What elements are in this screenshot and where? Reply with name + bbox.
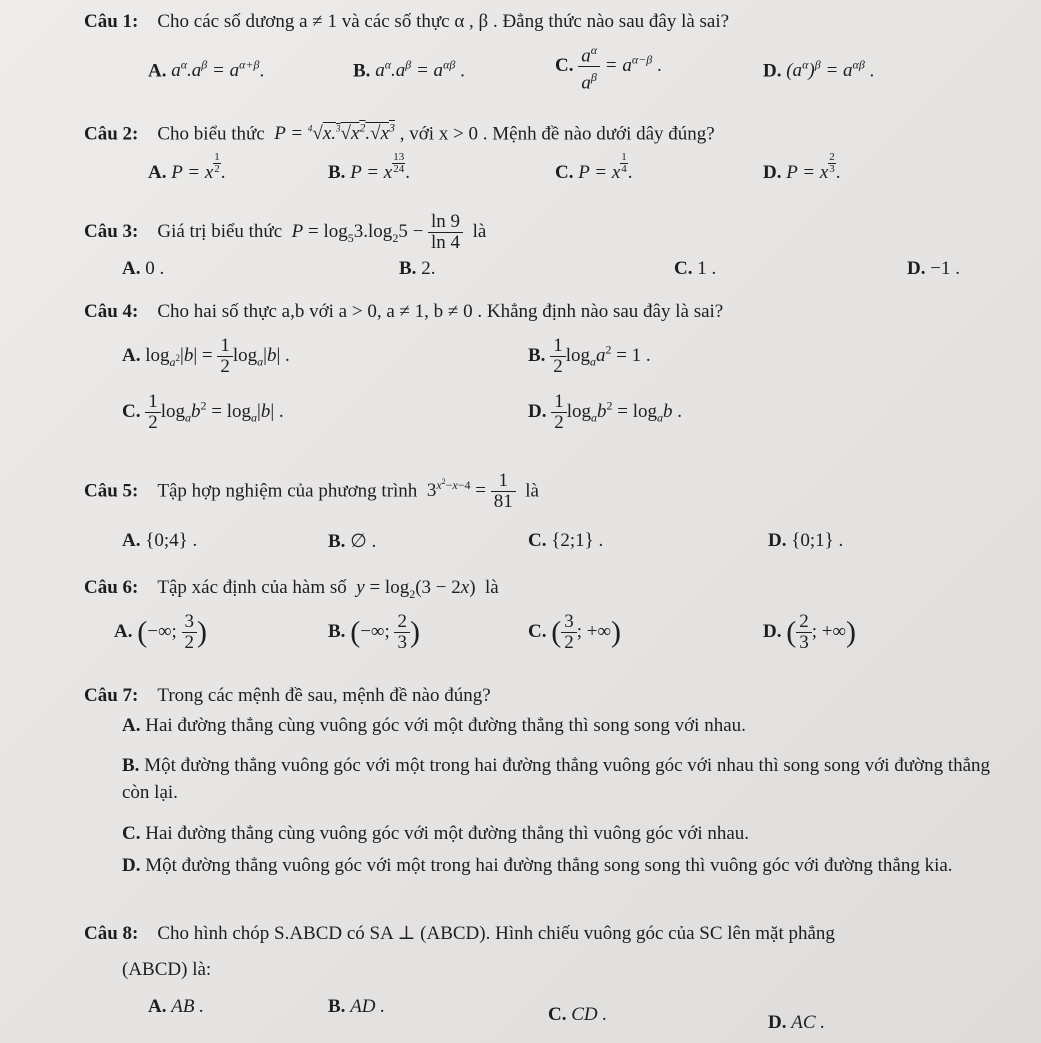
q8-option-c[interactable]: C. CD . — [548, 1004, 608, 1025]
q5-equation: $3^{x^2-x-4}$ = $\frac{1}{81}$ — [422, 480, 516, 501]
q6-option-a[interactable]: A. (−∞; $\frac{3}{2}$ ) — [114, 611, 208, 653]
question-1-label: Câu 1: — [84, 11, 139, 32]
q1-option-a[interactable]: A. $a^\alpha.a^\beta = a^{\alpha+\beta}$. — [148, 58, 265, 82]
q4-option-a[interactable]: A. $\log_{a^2}|b|$ = $\frac{1}{2}$ $\log_a|b|$ . — [122, 335, 290, 377]
question-7-stem: Câu 7: Trong các mệnh đề sau, mệnh đề nào đúng? — [84, 685, 491, 706]
q3-option-a[interactable]: A. 0 . — [122, 258, 165, 279]
q2-expression: $P = ^4√x.^3√x^2.√x^3$ — [269, 121, 395, 145]
q2-option-b[interactable]: B. P = x $\frac{13}{24}$ . — [328, 151, 410, 183]
question-5-stem: Câu 5: Tập hợp nghiệm của phương trình $3^{x^2-x-4}$ = $\frac{1}{81}$ là — [84, 470, 539, 513]
q8-option-d[interactable]: D. AC . — [768, 1012, 826, 1033]
q7-option-b[interactable]: B. Một đường thẳng vuông góc với một trong hai đường thẳng vuông góc với nhau thì song song với đường thẳng còn lại. — [122, 755, 991, 803]
q8-option-a[interactable]: A. AB . — [148, 996, 204, 1017]
q6-option-d[interactable]: D. ( $\frac{2}{3}$ ; +∞) — [763, 611, 857, 653]
q6-function: $y = \log_2(3 - 2x)$ — [356, 577, 476, 601]
q6-option-b[interactable]: B. (−∞; $\frac{2}{3}$ ) — [328, 611, 420, 653]
q2-option-c[interactable]: C. P = x $\frac{1}{4}$ . — [555, 151, 633, 183]
q1-option-d[interactable]: D. $(a^\alpha)^\beta = a^{\alpha\beta}$ . — [763, 58, 875, 82]
q7-option-a[interactable]: A. Hai đường thẳng cùng vuông góc với một đường thẳng thì song song với nhau. — [122, 715, 746, 736]
q5-option-b[interactable]: B. ∅ . — [328, 531, 377, 552]
q5-option-c[interactable]: C. {2;1} . — [528, 530, 604, 551]
q3-option-c[interactable]: C. 1 . — [674, 258, 717, 279]
q4-option-d[interactable]: D. $\frac{1}{2}$ $\log_ab^2 = \log_ab$ . — [528, 391, 683, 433]
q2-option-a[interactable]: A. P = x $\frac{1}{2}$ . — [148, 151, 226, 183]
question-8-stem-cont: (ABCD) là: — [122, 959, 212, 980]
q5-option-d[interactable]: D. {0;1} . — [768, 530, 844, 551]
question-6-stem: Câu 6: Tập xác định của hàm số $y = \log_2(3 - 2x)$ là — [84, 577, 499, 601]
question-3-stem: Câu 3: Giá trị biểu thức $P = \log_53.\log_25$ − $\frac{\ln 9}{\ln 4}$ là — [84, 211, 487, 253]
question-8-stem: Câu 8: Cho hình chóp S.ABCD có SA ⊥ (ABCD). Hình chiếu vuông góc của SC lên mặt phẳng — [84, 923, 835, 944]
q7-option-c[interactable]: C. Hai đường thẳng cùng vuông góc với một đường thẳng thì vuông góc với nhau. — [122, 823, 750, 844]
q7-option-d[interactable]: D. Một đường thẳng vuông góc với một trong hai đường thẳng song song thì vuông góc với đường thẳng kia. — [122, 855, 953, 876]
q2-option-d[interactable]: D. P = x $\frac{2}{3}$ . — [763, 151, 841, 183]
q1-option-b[interactable]: B. $a^\alpha.a^\beta = a^{\alpha\beta}$ . — [353, 58, 465, 82]
q4-option-c[interactable]: C. $\frac{1}{2}$ $\log_ab^2 = \log_a|b|$ . — [122, 391, 284, 433]
q8-option-b[interactable]: B. AD . — [328, 996, 386, 1017]
q3-option-b[interactable]: B. 2. — [399, 258, 436, 279]
q4-option-b[interactable]: B. $\frac{1}{2}$ $\log_aa^2 = 1$ . — [528, 335, 651, 377]
question-2-stem: Câu 2: Cho biểu thức $P = ^4√x.^3√x^2.√x^3$ , với x > 0 . Mệnh đề nào dưới dây đúng? — [84, 121, 715, 145]
question-4-stem: Câu 4: Cho hai số thực a,b với a > 0, a ≠ 1, b ≠ 0 . Khẳng định nào sau đây là sai? — [84, 301, 724, 322]
q3-option-d[interactable]: D. −1 . — [907, 258, 960, 279]
q1-option-c[interactable]: C. $\frac{a^\alpha}{a^\beta}$ = $a^{\alpha-\beta}$ . — [555, 40, 662, 94]
q5-option-a[interactable]: A. {0;4} . — [122, 530, 198, 551]
q3-expression: $P = \log_53.\log_25$ − $\frac{\ln 9}{\ln 4}$ — [287, 221, 463, 242]
q6-option-c[interactable]: C. ( $\frac{3}{2}$ ; +∞) — [528, 611, 622, 653]
question-1-stem — [84, 10, 729, 34]
question-1-text: Cho các số dương a ≠ 1 và các số thực α , β . Đẳng thức nào sau đây là sai? — [157, 11, 730, 32]
